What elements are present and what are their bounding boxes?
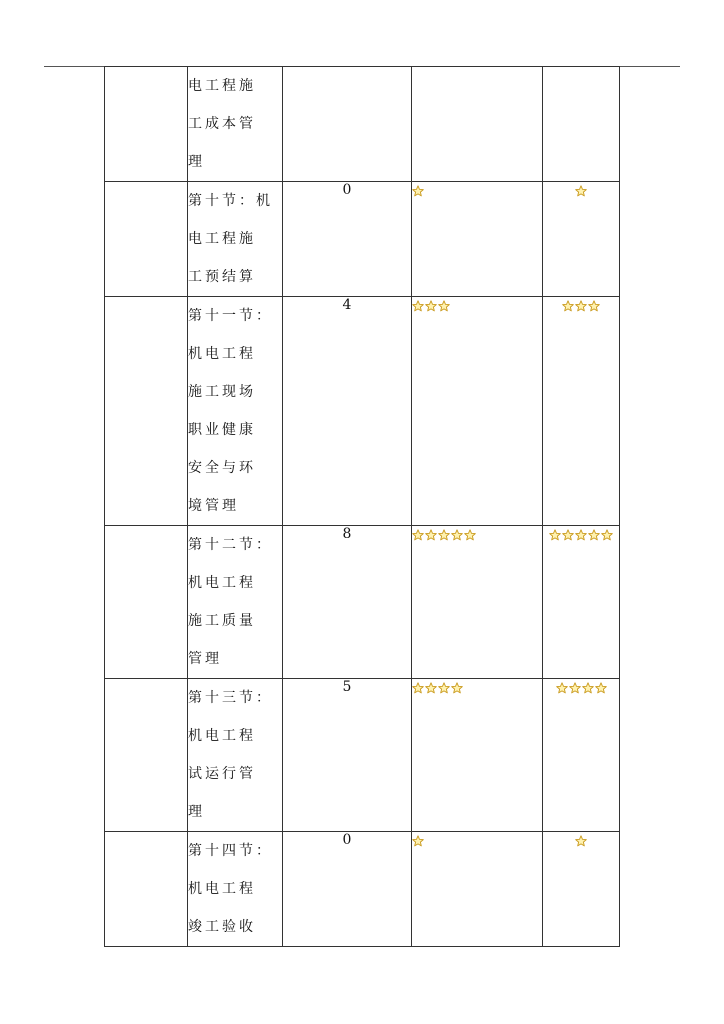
star-icon [438, 300, 450, 312]
star-icon [562, 529, 574, 541]
star-icon [595, 682, 607, 694]
section-name-cell [188, 297, 283, 526]
section-name-line: 工预结算 [188, 269, 256, 285]
star-icon [601, 529, 613, 541]
rating-cell-a [412, 679, 543, 832]
table-row [105, 832, 620, 947]
count-cell: 0 [283, 182, 412, 297]
blank-cell [105, 182, 188, 297]
section-name-line: 第十四节： [188, 843, 273, 859]
star-icon [438, 529, 450, 541]
table-body [105, 67, 620, 947]
section-name-line: 安全与环 [188, 460, 256, 476]
star-icon [588, 529, 600, 541]
section-name-line: 理 [188, 804, 205, 820]
star-icon [464, 529, 476, 541]
course-table [104, 66, 620, 947]
table-row [105, 679, 620, 832]
star-icon [575, 529, 587, 541]
star-rating [412, 300, 450, 312]
section-name-line: 机电工程 [188, 881, 256, 897]
blank-cell [105, 832, 188, 947]
section-name-line: 第十节：机 [188, 193, 273, 209]
section-name-cell [188, 679, 283, 832]
star-icon [425, 529, 437, 541]
star-rating [412, 529, 476, 541]
table-row [105, 182, 620, 297]
star-rating [412, 185, 424, 197]
star-icon [412, 529, 424, 541]
star-rating [549, 529, 613, 541]
rating-cell-a [412, 67, 543, 182]
star-icon [425, 682, 437, 694]
star-icon [412, 835, 424, 847]
star-icon [575, 835, 587, 847]
table-row [105, 297, 620, 526]
section-name-line: 机电工程 [188, 728, 256, 744]
star-icon [412, 300, 424, 312]
star-icon [562, 300, 574, 312]
section-name-cell [188, 832, 283, 947]
star-rating [412, 682, 463, 694]
section-name-line: 竣工验收 [188, 919, 256, 935]
section-name-line: 境管理 [188, 498, 239, 514]
star-icon [569, 682, 581, 694]
star-icon [412, 185, 424, 197]
section-name-line: 电工程施 [188, 78, 256, 94]
star-icon [556, 682, 568, 694]
section-name-line: 第十一节： [188, 308, 273, 324]
section-name-line: 第十三节： [188, 690, 273, 706]
rating-cell-b [543, 679, 620, 832]
rating-cell-b [543, 67, 620, 182]
star-icon [575, 185, 587, 197]
section-name-line: 施工质量 [188, 613, 256, 629]
star-rating [575, 835, 587, 847]
rating-cell-b [543, 297, 620, 526]
section-name-line: 施工现场 [188, 384, 256, 400]
rating-cell-b [543, 526, 620, 679]
star-icon [451, 529, 463, 541]
table-row [105, 67, 620, 182]
count-cell: 8 [283, 526, 412, 679]
star-icon [582, 682, 594, 694]
section-name-cell [188, 67, 283, 182]
blank-cell [105, 679, 188, 832]
count-cell: 4 [283, 297, 412, 526]
section-name-line: 试运行管 [188, 766, 256, 782]
section-name-line: 机电工程 [188, 346, 256, 362]
blank-cell [105, 67, 188, 182]
star-icon [451, 682, 463, 694]
rating-cell-a [412, 526, 543, 679]
section-name-line: 机电工程 [188, 575, 256, 591]
section-name-line: 第十二节： [188, 537, 273, 553]
rating-cell-b [543, 182, 620, 297]
star-icon [549, 529, 561, 541]
section-name-line: 理 [188, 154, 205, 170]
rating-cell-a [412, 832, 543, 947]
section-name-line: 管理 [188, 651, 222, 667]
star-icon [575, 300, 587, 312]
section-name-line: 电工程施 [188, 231, 256, 247]
table-row [105, 526, 620, 679]
star-icon [438, 682, 450, 694]
section-name-cell [188, 182, 283, 297]
star-icon [412, 682, 424, 694]
count-cell: 0 [283, 832, 412, 947]
star-icon [588, 300, 600, 312]
section-name-cell [188, 526, 283, 679]
star-rating [556, 682, 607, 694]
section-name-line: 职业健康 [188, 422, 256, 438]
rating-cell-b [543, 832, 620, 947]
section-name-line: 工成本管 [188, 116, 256, 132]
count-cell [283, 67, 412, 182]
rating-cell-a [412, 297, 543, 526]
blank-cell [105, 526, 188, 679]
rating-cell-a [412, 182, 543, 297]
star-rating [412, 835, 424, 847]
blank-cell [105, 297, 188, 526]
star-rating [562, 300, 600, 312]
star-rating [575, 185, 587, 197]
count-cell: 5 [283, 679, 412, 832]
star-icon [425, 300, 437, 312]
